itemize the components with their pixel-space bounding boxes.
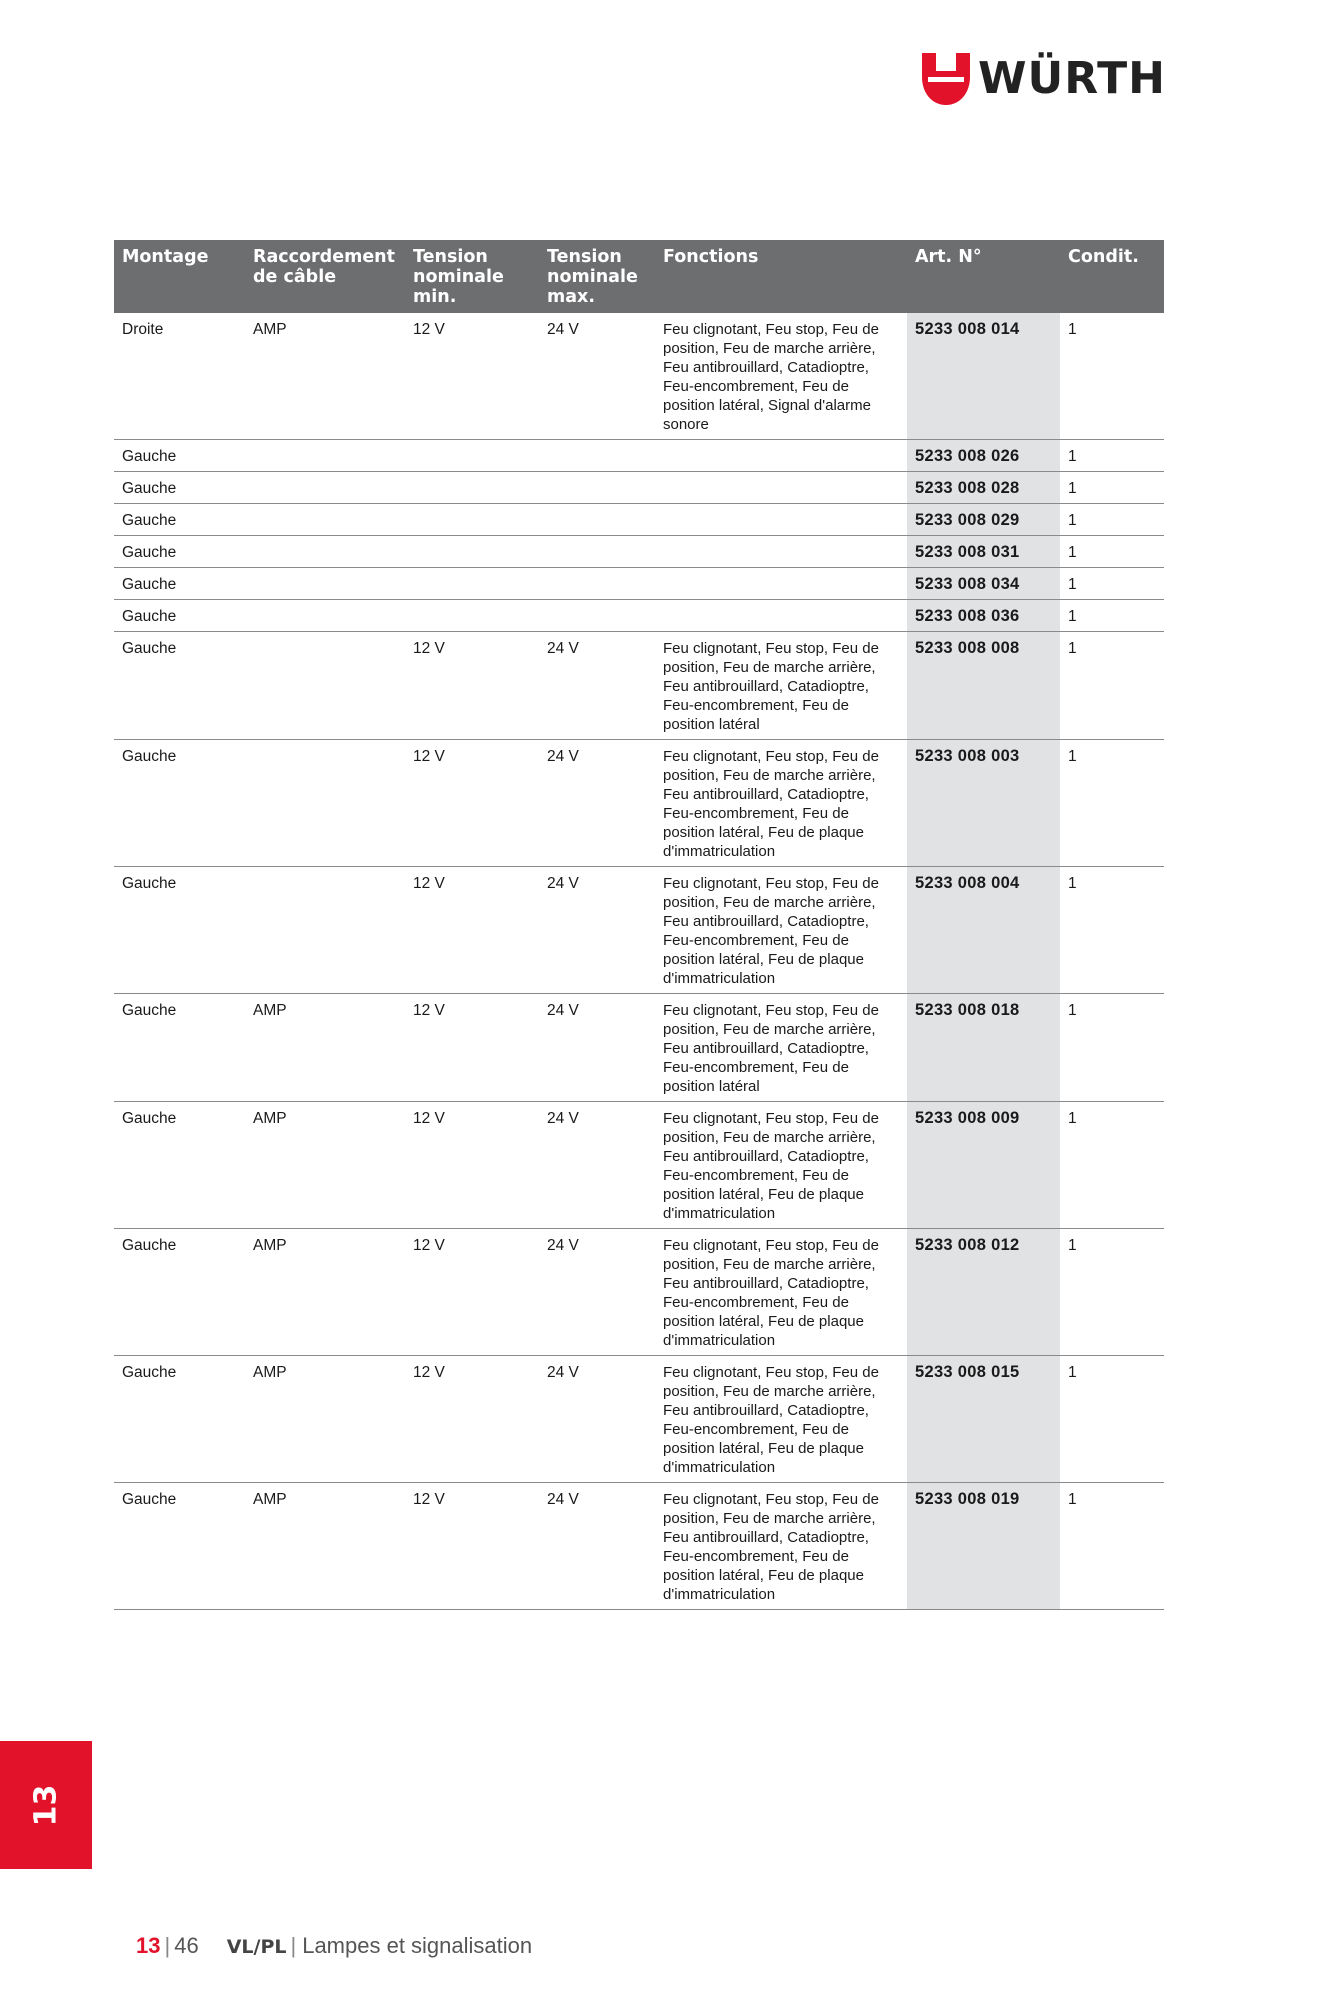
voltage-min-cell: 12 V [405, 994, 539, 1102]
packaging-cell: 1 [1060, 472, 1164, 504]
voltage-max-cell [539, 568, 655, 600]
functions-cell: Feu clignotant, Feu stop, Feu de position, Feu de marche arrière, Feu antibrouillard, Catadioptre, Feu-encombrement, Feu de position latéral, Feu de plaque d'immatriculation [655, 1229, 907, 1356]
table-row [114, 536, 1164, 568]
footer-page-number: 46 [174, 1933, 199, 1958]
voltage-min-cell [405, 536, 539, 568]
footer-separator: | [164, 1933, 171, 1958]
cable-cell: AMP [245, 1229, 405, 1356]
table-row [114, 1356, 1164, 1483]
functions-cell: Feu clignotant, Feu stop, Feu de position, Feu de marche arrière, Feu antibrouillard, Catadioptre, Feu-encombrement, Feu de position latéral, Feu de plaque d'immatriculation [655, 1356, 907, 1483]
article-number-cell: 5233 008 029 [907, 504, 1060, 536]
voltage-max-cell: 24 V [539, 1483, 655, 1610]
montage-cell: Gauche [114, 1483, 245, 1610]
article-number-cell: 5233 008 018 [907, 994, 1060, 1102]
packaging-cell: 1 [1060, 1229, 1164, 1356]
table-row [114, 632, 1164, 740]
article-number-cell: 5233 008 031 [907, 536, 1060, 568]
table-row [114, 1229, 1164, 1356]
functions-cell [655, 472, 907, 504]
table-row [114, 1483, 1164, 1610]
functions-cell: Feu clignotant, Feu stop, Feu de position, Feu de marche arrière, Feu antibrouillard, Catadioptre, Feu-encombrement, Feu de position latéral, Feu de plaque d'immatriculation [655, 1483, 907, 1610]
montage-cell: Gauche [114, 600, 245, 632]
voltage-max-cell [539, 536, 655, 568]
voltage-max-cell: 24 V [539, 740, 655, 867]
functions-cell: Feu clignotant, Feu stop, Feu de position, Feu de marche arrière, Feu antibrouillard, Catadioptre, Feu-encombrement, Feu de position latéral, Feu de plaque d'immatriculation [655, 867, 907, 994]
functions-cell: Feu clignotant, Feu stop, Feu de position, Feu de marche arrière, Feu antibrouillard, Catadioptre, Feu-encombrement, Feu de position latéral, Feu de plaque d'immatriculation [655, 1102, 907, 1229]
packaging-cell: 1 [1060, 504, 1164, 536]
article-number-cell: 5233 008 019 [907, 1483, 1060, 1610]
column-header: Raccordement de câble [245, 240, 405, 313]
voltage-max-cell: 24 V [539, 632, 655, 740]
montage-cell: Gauche [114, 536, 245, 568]
article-number-cell: 5233 008 036 [907, 600, 1060, 632]
voltage-min-cell: 12 V [405, 1483, 539, 1610]
voltage-max-cell [539, 600, 655, 632]
footer-chapter-number: 13 [136, 1933, 161, 1958]
functions-cell: Feu clignotant, Feu stop, Feu de position, Feu de marche arrière, Feu antibrouillard, Catadioptre, Feu-encombrement, Feu de position latéral, Signal d'alarme sonore [655, 313, 907, 440]
voltage-max-cell: 24 V [539, 1102, 655, 1229]
voltage-max-cell: 24 V [539, 1356, 655, 1483]
montage-cell: Gauche [114, 568, 245, 600]
voltage-max-cell [539, 440, 655, 472]
voltage-min-cell: 12 V [405, 313, 539, 440]
voltage-min-cell: 12 V [405, 632, 539, 740]
montage-cell: Gauche [114, 472, 245, 504]
column-header: Fonctions [655, 240, 907, 313]
montage-cell: Gauche [114, 632, 245, 740]
functions-cell: Feu clignotant, Feu stop, Feu de position, Feu de marche arrière, Feu antibrouillard, Catadioptre, Feu-encombrement, Feu de position latéral [655, 994, 907, 1102]
voltage-min-cell: 12 V [405, 1356, 539, 1483]
packaging-cell: 1 [1060, 1356, 1164, 1483]
voltage-min-cell: 12 V [405, 740, 539, 867]
cable-cell: AMP [245, 1102, 405, 1229]
wurth-logo [922, 52, 1166, 106]
table-header [114, 240, 1164, 313]
cable-cell: AMP [245, 1483, 405, 1610]
column-header: Montage [114, 240, 245, 313]
packaging-cell: 1 [1060, 994, 1164, 1102]
cable-cell [245, 568, 405, 600]
packaging-cell: 1 [1060, 740, 1164, 867]
product-table [114, 240, 1164, 1610]
column-header: Tension nominale min. [405, 240, 539, 313]
column-header: Art. N° [907, 240, 1060, 313]
packaging-cell: 1 [1060, 313, 1164, 440]
article-number-cell: 5233 008 009 [907, 1102, 1060, 1229]
column-header: Condit. [1060, 240, 1164, 313]
article-number-cell: 5233 008 004 [907, 867, 1060, 994]
packaging-cell: 1 [1060, 1483, 1164, 1610]
article-number-cell: 5233 008 026 [907, 440, 1060, 472]
functions-cell [655, 504, 907, 536]
brand-name: WÜRTH [978, 53, 1167, 104]
montage-cell: Gauche [114, 1102, 245, 1229]
cable-cell [245, 632, 405, 740]
voltage-min-cell: 12 V [405, 1102, 539, 1229]
functions-cell: Feu clignotant, Feu stop, Feu de position, Feu de marche arrière, Feu antibrouillard, Catadioptre, Feu-encombrement, Feu de position latéral, Feu de plaque d'immatriculation [655, 740, 907, 867]
montage-cell: Gauche [114, 1229, 245, 1356]
cable-cell [245, 440, 405, 472]
table-row [114, 1102, 1164, 1229]
montage-cell: Gauche [114, 504, 245, 536]
voltage-max-cell [539, 504, 655, 536]
article-number-cell: 5233 008 015 [907, 1356, 1060, 1483]
cable-cell [245, 600, 405, 632]
packaging-cell: 1 [1060, 440, 1164, 472]
functions-cell [655, 536, 907, 568]
voltage-min-cell [405, 600, 539, 632]
voltage-max-cell: 24 V [539, 994, 655, 1102]
table-body [114, 313, 1164, 1610]
table-row [114, 867, 1164, 994]
table-row [114, 568, 1164, 600]
table-row [114, 740, 1164, 867]
cable-cell [245, 472, 405, 504]
voltage-min-cell [405, 472, 539, 504]
functions-cell [655, 600, 907, 632]
functions-cell: Feu clignotant, Feu stop, Feu de position, Feu de marche arrière, Feu antibrouillard, Catadioptre, Feu-encombrement, Feu de position latéral [655, 632, 907, 740]
article-number-cell: 5233 008 014 [907, 313, 1060, 440]
column-header: Tension nominale max. [539, 240, 655, 313]
functions-cell [655, 568, 907, 600]
chapter-side-tab-label: 13 [28, 1784, 64, 1826]
table-row [114, 472, 1164, 504]
table-row [114, 440, 1164, 472]
voltage-min-cell [405, 504, 539, 536]
table-header-row [114, 240, 1164, 313]
cable-cell: AMP [245, 1356, 405, 1483]
packaging-cell: 1 [1060, 1102, 1164, 1229]
packaging-cell: 1 [1060, 536, 1164, 568]
wurth-logo-mark-icon [922, 53, 970, 105]
functions-cell [655, 440, 907, 472]
voltage-min-cell [405, 440, 539, 472]
article-number-cell: 5233 008 034 [907, 568, 1060, 600]
voltage-min-cell: 12 V [405, 867, 539, 994]
cable-cell [245, 867, 405, 994]
cable-cell [245, 536, 405, 568]
cable-cell [245, 740, 405, 867]
article-number-cell: 5233 008 012 [907, 1229, 1060, 1356]
article-number-cell: 5233 008 008 [907, 632, 1060, 740]
table-row [114, 313, 1164, 440]
packaging-cell: 1 [1060, 632, 1164, 740]
montage-cell: Gauche [114, 994, 245, 1102]
voltage-max-cell [539, 472, 655, 504]
montage-cell: Droite [114, 313, 245, 440]
packaging-cell: 1 [1060, 568, 1164, 600]
packaging-cell: 1 [1060, 600, 1164, 632]
footer-separator: | [290, 1933, 297, 1958]
article-number-cell: 5233 008 003 [907, 740, 1060, 867]
montage-cell: Gauche [114, 867, 245, 994]
footer-title: Lampes et signalisation [302, 1933, 533, 1958]
cable-cell: AMP [245, 313, 405, 440]
table-row [114, 504, 1164, 536]
montage-cell: Gauche [114, 440, 245, 472]
montage-cell: Gauche [114, 740, 245, 867]
chapter-side-tab [0, 1741, 92, 1869]
packaging-cell: 1 [1060, 867, 1164, 994]
table-row [114, 994, 1164, 1102]
article-number-cell: 5233 008 028 [907, 472, 1060, 504]
table-row [114, 600, 1164, 632]
montage-cell: Gauche [114, 1356, 245, 1483]
voltage-max-cell: 24 V [539, 1229, 655, 1356]
voltage-max-cell: 24 V [539, 867, 655, 994]
cable-cell [245, 504, 405, 536]
voltage-min-cell: 12 V [405, 1229, 539, 1356]
footer-category: VL/PL [226, 1936, 287, 1958]
cable-cell: AMP [245, 994, 405, 1102]
page-footer [136, 1933, 532, 1959]
voltage-max-cell: 24 V [539, 313, 655, 440]
voltage-min-cell [405, 568, 539, 600]
